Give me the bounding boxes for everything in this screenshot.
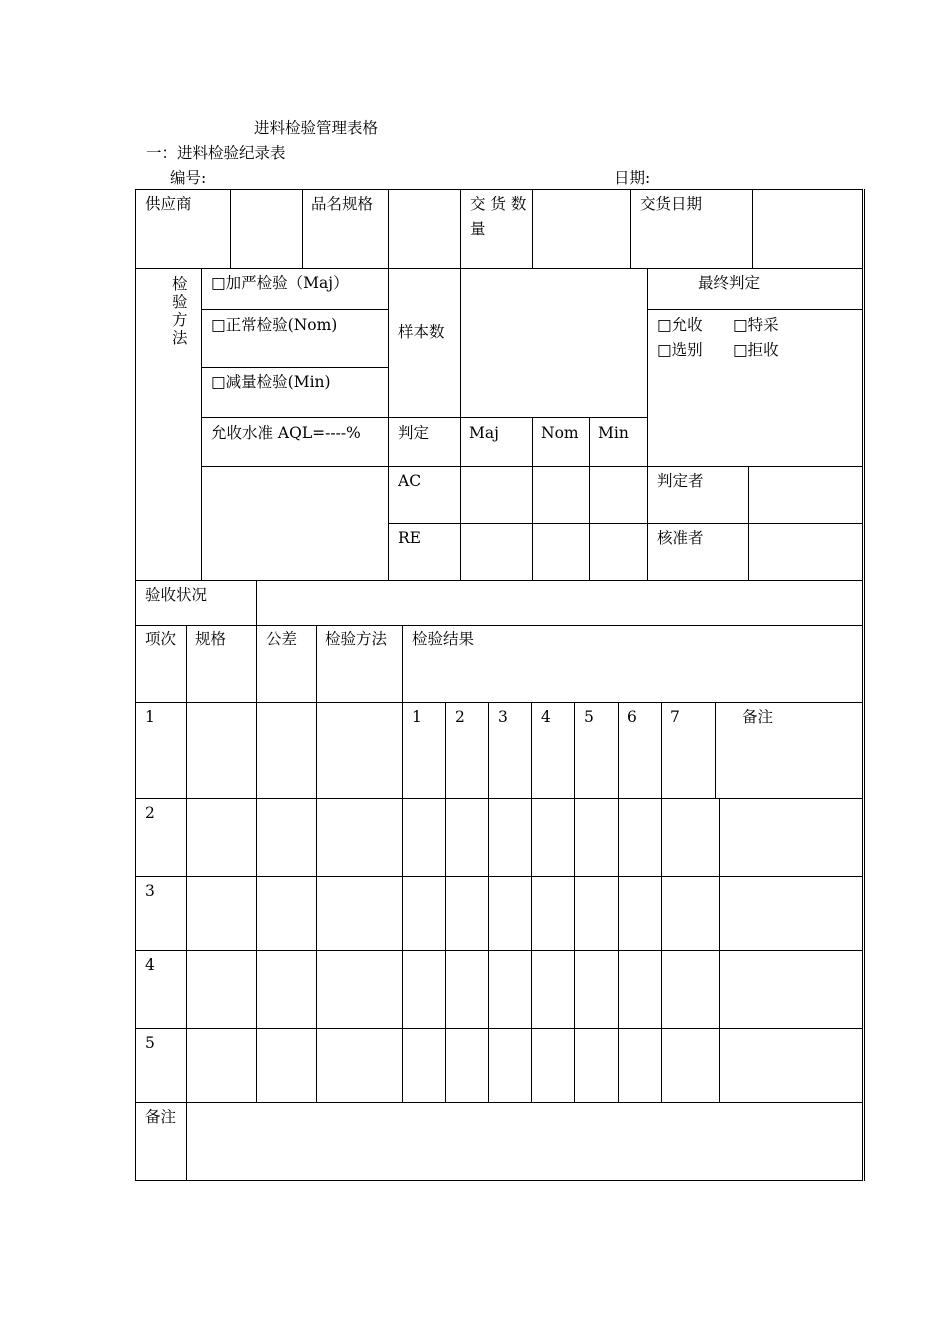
reject-checkbox[interactable]: □拒收	[733, 341, 779, 359]
result-col-6: 6	[627, 708, 637, 726]
sample-size-label: 样本数	[398, 323, 445, 341]
tightened-inspection-checkbox[interactable]: □加严检验（Maj）	[211, 274, 349, 292]
tolerance-header: 公差	[266, 630, 298, 648]
remarks-label: 备注	[145, 1108, 177, 1126]
spec-header: 规格	[195, 630, 227, 648]
product-spec-label: 品名规格	[311, 195, 374, 213]
result-col-2: 2	[455, 708, 465, 726]
date-label: 日期:	[614, 169, 651, 187]
final-judgment-label: 最终判定	[698, 274, 761, 292]
page-title: 进料检验管理表格	[254, 119, 379, 137]
supplier-label: 供应商	[145, 195, 192, 213]
table-row-number: 2	[145, 804, 155, 822]
nom-label: Nom	[541, 424, 579, 442]
aql-label: 允收水准 AQL=----%	[211, 424, 361, 442]
page-subtitle: 一：进料检验纪录表	[146, 144, 286, 162]
acceptance-status-label: 验收状况	[145, 586, 208, 604]
table-row-number: 4	[145, 956, 155, 974]
judger-label: 判定者	[657, 472, 704, 490]
accept-checkbox[interactable]: □允收	[657, 316, 703, 334]
judge-label: 判定	[398, 424, 430, 442]
result-col-4: 4	[541, 708, 551, 726]
item-no-header: 项次	[145, 630, 177, 648]
result-col-3: 3	[498, 708, 508, 726]
method-header: 检验方法	[325, 630, 388, 648]
ac-label: AC	[398, 472, 422, 490]
min-label: Min	[598, 424, 629, 442]
sorting-checkbox[interactable]: □选别	[657, 341, 703, 359]
table-row-number: 1	[145, 708, 155, 726]
delivery-quantity-label-line2: 量	[470, 220, 486, 238]
special-acceptance-checkbox[interactable]: □特采	[733, 316, 779, 334]
reduced-inspection-checkbox[interactable]: □减量检验(Min)	[211, 373, 331, 391]
approver-label: 核准者	[657, 529, 704, 547]
result-col-7: 7	[670, 708, 680, 726]
normal-inspection-checkbox[interactable]: □正常检验(Nom)	[211, 316, 338, 334]
table-row-number: 3	[145, 882, 155, 900]
re-label: RE	[398, 529, 421, 547]
result-header: 检验结果	[412, 630, 475, 648]
delivery-quantity-label-line1: 交 货 数	[470, 195, 527, 213]
delivery-date-label: 交货日期	[640, 195, 703, 213]
maj-label: Maj	[469, 424, 499, 442]
result-col-1: 1	[412, 708, 422, 726]
table-row-number: 5	[145, 1034, 155, 1052]
inspection-method-label: 检 验 方 法	[172, 275, 188, 347]
remark-col-header: 备注	[742, 708, 774, 726]
number-label: 编号:	[170, 169, 207, 187]
result-col-5: 5	[584, 708, 594, 726]
